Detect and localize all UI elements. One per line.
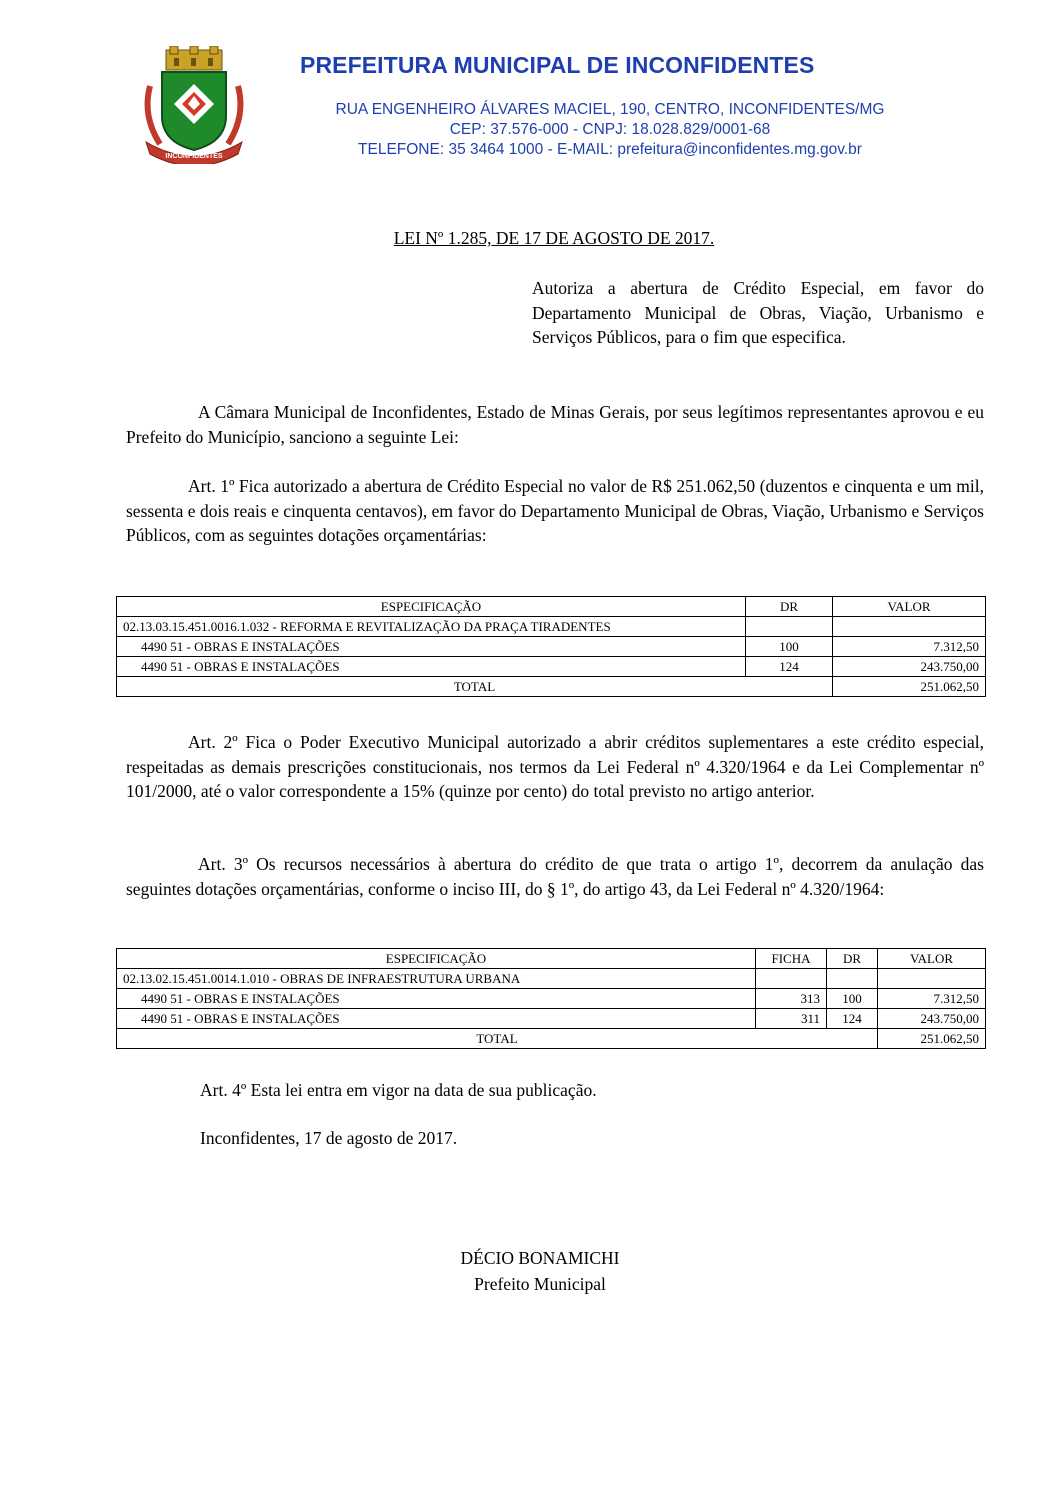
article-1-text: Art. 1º Fica autorizado a abertura de Crédito Especial no valor de R$ 251.062,50 (duzentos e cinquenta e um mil, sessenta e dois reais e cinquenta centavos), em favor do Departamento Municipal de Obras, Viação, Urbanismo e Serviços Públicos, com as seguintes dotações orçamentárias: bbox=[126, 476, 984, 545]
table-row bbox=[117, 1009, 986, 1029]
total-label: TOTAL bbox=[117, 677, 833, 697]
group-spec: 02.13.02.15.451.0014.1.010 - OBRAS DE INFRAESTRUTURA URBANA bbox=[117, 969, 756, 989]
cep-cnpj-line: CEP: 37.576-000 - CNPJ: 18.028.829/0001-68 bbox=[449, 121, 771, 138]
article-3-paragraph bbox=[126, 852, 984, 901]
place-date: Inconfidentes, 17 de agosto de 2017. bbox=[200, 1128, 458, 1148]
total-value: 251.062,50 bbox=[878, 1029, 986, 1049]
article-2-paragraph bbox=[126, 730, 984, 804]
signer-name: DÉCIO BONAMICHI bbox=[460, 1248, 620, 1268]
header-dr: DR bbox=[746, 597, 833, 617]
table-header-row bbox=[117, 949, 986, 969]
municipal-crest bbox=[140, 46, 248, 164]
law-title: LEI Nº 1.285, DE 17 DE AGOSTO DE 2017. bbox=[393, 228, 715, 248]
header-dr: DR bbox=[827, 949, 878, 969]
annulment-table bbox=[116, 948, 986, 1049]
group-spec: 02.13.03.15.451.0016.1.032 - REFORMA E REVITALIZAÇÃO DA PRAÇA TIRADENTES bbox=[117, 617, 746, 637]
contact-line: TELEFONE: 35 3464 1000 - E-MAIL: prefeitura@inconfidentes.mg.gov.br bbox=[358, 141, 862, 158]
empty-cell bbox=[756, 969, 827, 989]
header-spec: ESPECIFICAÇÃO bbox=[117, 949, 756, 969]
org-name: PREFEITURA MUNICIPAL DE INCONFIDENTES bbox=[300, 52, 815, 78]
header-ficha: FICHA bbox=[756, 949, 827, 969]
article-3-text: Art. 3º Os recursos necessários à abertura do crédito de que trata o artigo 1º, decorrem da anulação das seguintes dotações orçamentárias, conforme o inciso III, do § 1º, do artigo 43, da Lei Federal nº 4.320/1964: bbox=[126, 854, 984, 899]
row-valor: 7.312,50 bbox=[833, 637, 986, 657]
article-2-text: Art. 2º Fica o Poder Executivo Municipal autorizado a abrir créditos suplementares a este crédito especial, respeitadas as demais prescrições constitucionais, nos termos da Lei Federal nº 4.320/1964 e da Lei Complementar nº 101/2000, até o valor correspondente a 15% (quinze por cento) do total previsto no artigo anterior. bbox=[126, 732, 984, 801]
row-dr: 124 bbox=[827, 1009, 878, 1029]
total-row bbox=[117, 677, 986, 697]
allocation-table bbox=[116, 596, 986, 697]
row-valor: 243.750,00 bbox=[833, 657, 986, 677]
table-row bbox=[117, 637, 986, 657]
header-valor: VALOR bbox=[833, 597, 986, 617]
total-row bbox=[117, 1029, 986, 1049]
article-1-paragraph bbox=[126, 474, 984, 548]
signer-title: Prefeito Municipal bbox=[474, 1274, 606, 1294]
preamble-text: A Câmara Municipal de Inconfidentes, Estado de Minas Gerais, por seus legítimos representantes aprovou e eu Prefeito do Município, sanciono a seguinte Lei: bbox=[126, 402, 984, 447]
address-line: RUA ENGENHEIRO ÁLVARES MACIEL, 190, CENTRO, INCONFIDENTES/MG bbox=[335, 101, 885, 118]
row-valor: 243.750,00 bbox=[878, 1009, 986, 1029]
row-spec: 4490 51 - OBRAS E INSTALAÇÕES bbox=[117, 657, 746, 677]
law-summary: Autoriza a abertura de Crédito Especial, em favor do Departamento Municipal de Obras, Viação, Urbanismo e Serviços Públicos, para o fim que especifica. bbox=[532, 278, 984, 347]
row-spec: 4490 51 - OBRAS E INSTALAÇÕES bbox=[117, 1009, 756, 1029]
header-spec: ESPECIFICAÇÃO bbox=[117, 597, 746, 617]
row-ficha: 311 bbox=[756, 1009, 827, 1029]
total-label: TOTAL bbox=[117, 1029, 878, 1049]
empty-cell bbox=[833, 617, 986, 637]
row-dr: 124 bbox=[746, 657, 833, 677]
table-row bbox=[117, 989, 986, 1009]
article-4-text: Art. 4º Esta lei entra em vigor na data de sua publicação. bbox=[200, 1080, 597, 1100]
table-row bbox=[117, 617, 986, 637]
row-spec: 4490 51 - OBRAS E INSTALAÇÕES bbox=[117, 989, 756, 1009]
preamble-paragraph bbox=[126, 400, 984, 449]
table-row bbox=[117, 657, 986, 677]
total-value: 251.062,50 bbox=[833, 677, 986, 697]
crest-ribbon-text: INCONFIDENTES bbox=[165, 153, 223, 160]
table-row bbox=[117, 969, 986, 989]
table-header-row bbox=[117, 597, 986, 617]
empty-cell bbox=[878, 969, 986, 989]
empty-cell bbox=[746, 617, 833, 637]
row-dr: 100 bbox=[827, 989, 878, 1009]
header-valor: VALOR bbox=[878, 949, 986, 969]
row-spec: 4490 51 - OBRAS E INSTALAÇÕES bbox=[117, 637, 746, 657]
row-valor: 7.312,50 bbox=[878, 989, 986, 1009]
row-ficha: 313 bbox=[756, 989, 827, 1009]
empty-cell bbox=[827, 969, 878, 989]
row-dr: 100 bbox=[746, 637, 833, 657]
